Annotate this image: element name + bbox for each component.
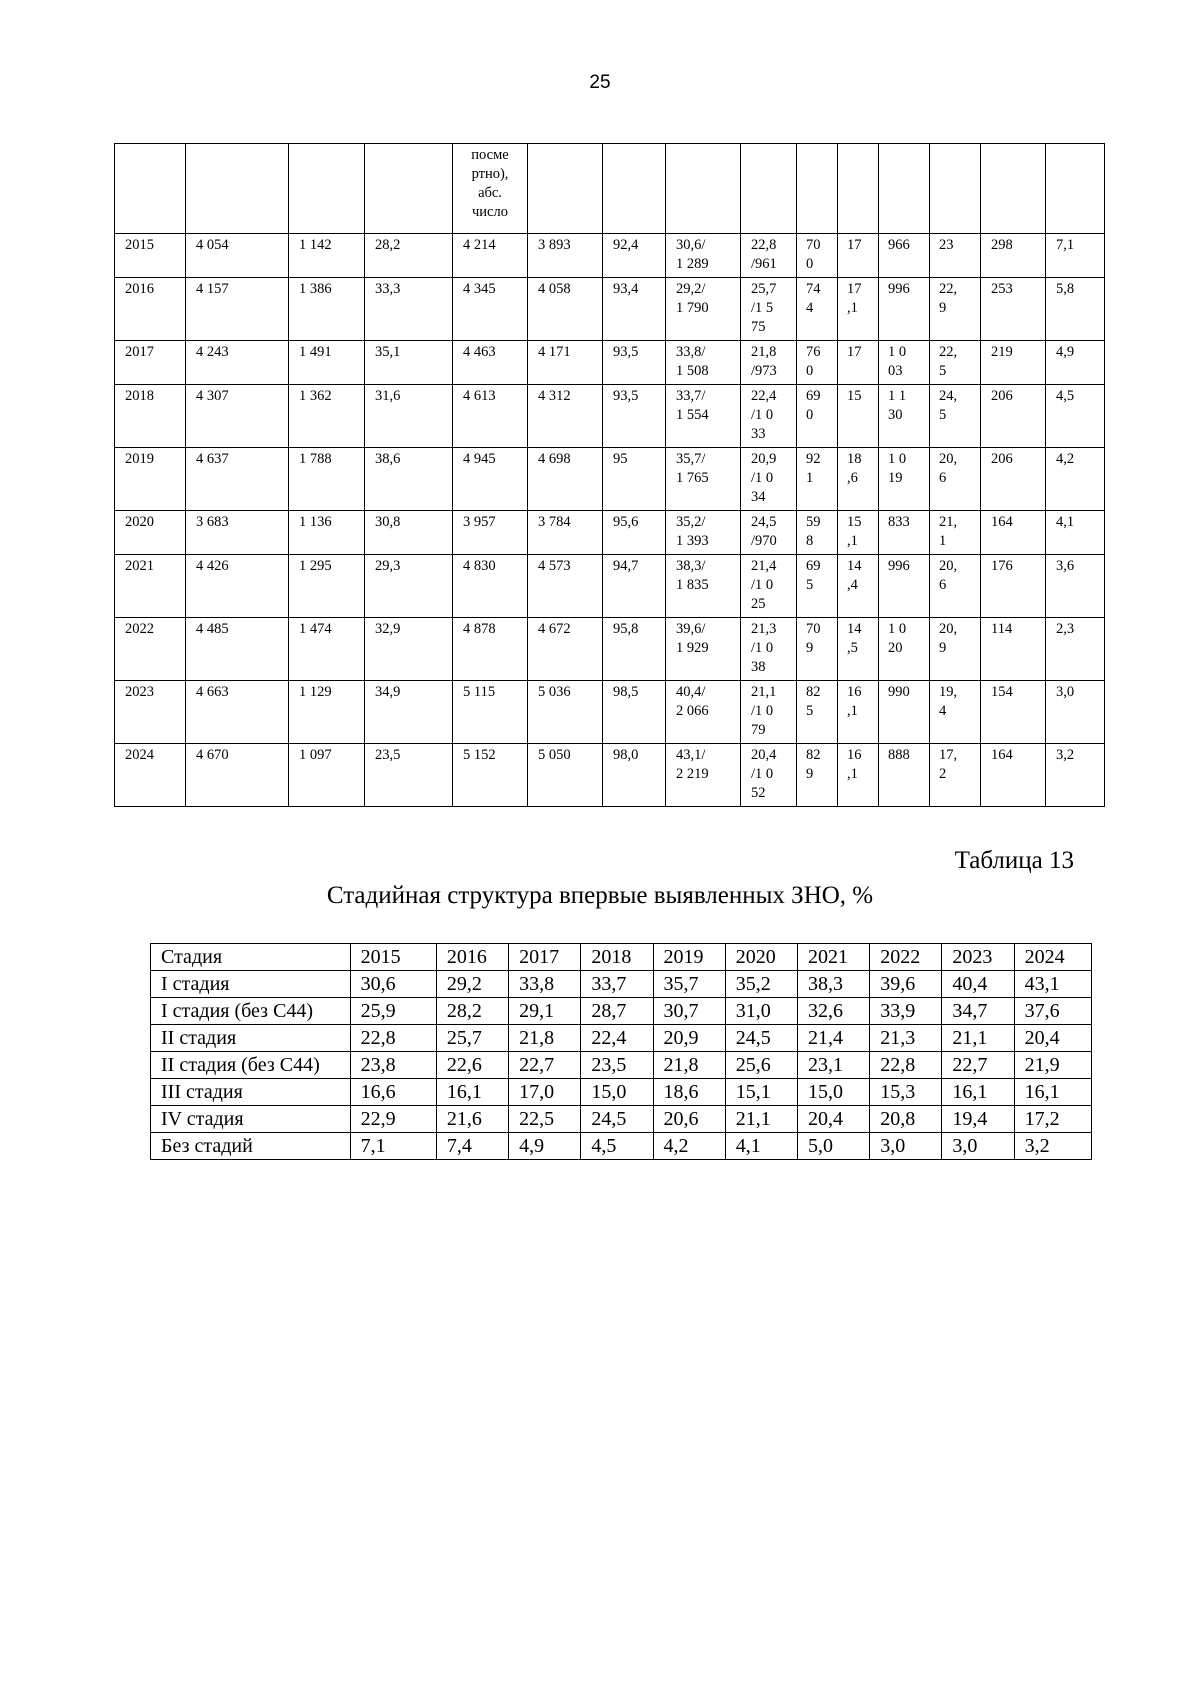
table-cell: 7,4 [436,1133,508,1160]
table-cell: 28,2 [365,234,453,278]
table-cell: 29,2 [436,971,508,998]
table-cell: 21,4 /1 0 25 [741,555,797,618]
table-cell: 966 [879,234,930,278]
table13-label: Таблица 13 [954,847,1074,874]
table-cell: 3 957 [453,511,528,555]
table-cell: 21,3 /1 0 38 [741,618,797,681]
table-cell: 990 [879,681,930,744]
table-cell: 35,1 [365,341,453,385]
table-cell: 82 9 [797,744,838,807]
table-cell [930,144,981,234]
table-cell: 4,2 [1046,448,1105,511]
table-cell: 30,6 [350,971,436,998]
table-cell: 19, 4 [930,681,981,744]
table-cell: 5 152 [453,744,528,807]
table-row [115,618,1105,681]
table-cell: 33,7/ 1 554 [666,385,741,448]
table-cell: 24, 5 [930,385,981,448]
table-row [151,1025,1092,1052]
table-cell: 4 171 [528,341,603,385]
table-cell: 154 [981,681,1046,744]
table-cell: 95 [603,448,666,511]
table-cell: 888 [879,744,930,807]
table-cell: 4 670 [186,744,289,807]
table-cell: 95,6 [603,511,666,555]
table-cell: 15,0 [797,1079,869,1106]
table-cell: 43,1 [1014,971,1091,998]
table-cell: 39,6/ 1 929 [666,618,741,681]
table-cell: 98,5 [603,681,666,744]
table-row [151,1106,1092,1133]
table-cell: 28,2 [436,998,508,1025]
table-cell: 29,2/ 1 790 [666,278,741,341]
table-cell: 93,4 [603,278,666,341]
table-cell: 70 0 [797,234,838,278]
table-cell: 2022 [870,944,942,971]
table-cell: 1 0 20 [879,618,930,681]
table-cell: 70 9 [797,618,838,681]
table-cell: 4 830 [453,555,528,618]
table-cell: 74 4 [797,278,838,341]
table-cell: 21,8 /973 [741,341,797,385]
table-cell: 22,6 [436,1052,508,1079]
table-cell: 2016 [436,944,508,971]
table-cell: 93,5 [603,385,666,448]
table-cell: 2,3 [1046,618,1105,681]
table-cell: 25,6 [725,1052,797,1079]
table-cell: 3,0 [870,1133,942,1160]
table-cell: 1 0 19 [879,448,930,511]
table-cell: 5 050 [528,744,603,807]
table-cell: 2017 [509,944,581,971]
table-cell: 1 0 03 [879,341,930,385]
table-cell: 43,1/ 2 219 [666,744,741,807]
table-cell: 4 214 [453,234,528,278]
table-cell: 4 613 [453,385,528,448]
stage-structure-table [150,943,1092,1160]
table-row [115,341,1105,385]
table-cell: 34,7 [942,998,1014,1025]
table-cell: 35,7/ 1 765 [666,448,741,511]
table-cell: 30,8 [365,511,453,555]
table-cell: 30,7 [653,998,725,1025]
table-cell: 3 893 [528,234,603,278]
table-cell: 4,5 [581,1133,653,1160]
table-cell: 1 136 [289,511,365,555]
table-row [151,971,1092,998]
table-cell [1046,144,1105,234]
table-cell: 40,4 [942,971,1014,998]
table-cell: 3 784 [528,511,603,555]
table-cell: 25,7 /1 5 75 [741,278,797,341]
table-cell: 22,5 [509,1106,581,1133]
table-cell: 32,9 [365,618,453,681]
table-cell: 20,9 /1 0 34 [741,448,797,511]
table-cell: 37,6 [1014,998,1091,1025]
table-cell: 29,3 [365,555,453,618]
table-cell: 17 [838,341,879,385]
table-cell: 76 0 [797,341,838,385]
table-cell: 23,8 [350,1052,436,1079]
table-cell: 14 ,4 [838,555,879,618]
table-cell: 4 698 [528,448,603,511]
table-cell: 206 [981,448,1046,511]
table-cell: 21,6 [436,1106,508,1133]
table-cell: 298 [981,234,1046,278]
table-header-row [151,944,1092,971]
table-cell: 2018 [581,944,653,971]
table-cell: 21,1 [725,1106,797,1133]
table-cell: 22,8 [870,1052,942,1079]
table-cell: 4,9 [1046,341,1105,385]
table-row [115,278,1105,341]
table-cell: 25,9 [350,998,436,1025]
table-cell: 4 058 [528,278,603,341]
table-cell: 1 474 [289,618,365,681]
table-cell: 2023 [115,681,186,744]
table-cell: 996 [879,278,930,341]
table-cell: 2019 [653,944,725,971]
table-cell: 4 243 [186,341,289,385]
table-cell: 22,4 [581,1025,653,1052]
table-cell: 94,7 [603,555,666,618]
table-cell: 35,2 [725,971,797,998]
table-cell: II стадия [151,1025,351,1052]
table-cell: 33,7 [581,971,653,998]
table-cell: 253 [981,278,1046,341]
table-cell: 31,0 [725,998,797,1025]
table-cell: 3,2 [1014,1133,1091,1160]
page-number: 25 [589,72,611,93]
table-cell: 4 672 [528,618,603,681]
table-cell [365,144,453,234]
table-cell: 21,1 /1 0 79 [741,681,797,744]
table-cell: 1 142 [289,234,365,278]
table-cell: 219 [981,341,1046,385]
table-cell [289,144,365,234]
table-cell: 206 [981,385,1046,448]
table-cell: 17,2 [1014,1106,1091,1133]
table-cell: 4,1 [725,1133,797,1160]
table-cell: 30,6/ 1 289 [666,234,741,278]
table-cell: 25,7 [436,1025,508,1052]
table-cell: 20, 9 [930,618,981,681]
table-cell: 4 463 [453,341,528,385]
table-cell: 2018 [115,385,186,448]
table-header-row [115,144,1105,234]
table-cell: 5,8 [1046,278,1105,341]
table-row [151,1079,1092,1106]
table-cell: 22,8 /961 [741,234,797,278]
table-cell: 2020 [115,511,186,555]
table-cell: 5,0 [797,1133,869,1160]
table-cell: 7,1 [1046,234,1105,278]
table-cell: 20,4 [1014,1025,1091,1052]
table-cell: 5 036 [528,681,603,744]
table-cell: 23,5 [581,1052,653,1079]
table-cell: II стадия (без С44) [151,1052,351,1079]
table-cell: 33,9 [870,998,942,1025]
table-cell: 18,6 [653,1079,725,1106]
table-cell: 1 788 [289,448,365,511]
table-cell: 114 [981,618,1046,681]
table-cell: 98,0 [603,744,666,807]
table-cell: 93,5 [603,341,666,385]
table-cell: 38,3/ 1 835 [666,555,741,618]
table-cell: 2020 [725,944,797,971]
table-cell: 17, 2 [930,744,981,807]
table-cell: 15 [838,385,879,448]
table-cell: Без стадий [151,1133,351,1160]
table-cell: 17 [838,234,879,278]
table-cell: 22,4 /1 0 33 [741,385,797,448]
table-cell [981,144,1046,234]
table-cell: 92 1 [797,448,838,511]
table-cell: 1 1 30 [879,385,930,448]
table-cell [797,144,838,234]
table-cell: 22,7 [942,1052,1014,1079]
table-cell: 17,0 [509,1079,581,1106]
table-cell: 22, 9 [930,278,981,341]
table-cell: 996 [879,555,930,618]
table-cell: 69 5 [797,555,838,618]
table-cell: 38,6 [365,448,453,511]
table-cell: 2022 [115,618,186,681]
table-cell: 95,8 [603,618,666,681]
table-cell: 20, 6 [930,555,981,618]
table-cell: 20, 6 [930,448,981,511]
table-cell [879,144,930,234]
table-cell: 2023 [942,944,1014,971]
table-cell: 34,9 [365,681,453,744]
table-cell [186,144,289,234]
table-cell: 16,1 [436,1079,508,1106]
table-row [115,744,1105,807]
table-cell: 15,1 [725,1079,797,1106]
table-cell: 2024 [115,744,186,807]
table-cell: 4 663 [186,681,289,744]
table-cell: 4,9 [509,1133,581,1160]
table-cell: 1 129 [289,681,365,744]
table-cell: 28,7 [581,998,653,1025]
table-row [115,511,1105,555]
table-cell: 20,8 [870,1106,942,1133]
table-cell: 92,4 [603,234,666,278]
table-cell: 21,8 [653,1052,725,1079]
table-cell: 21,1 [942,1025,1014,1052]
table-cell: 31,6 [365,385,453,448]
table-cell: 33,8 [509,971,581,998]
table-cell: 33,8/ 1 508 [666,341,741,385]
table-cell: 21,9 [1014,1052,1091,1079]
table-cell: 22,7 [509,1052,581,1079]
table-cell: 2015 [115,234,186,278]
table-cell: 19,4 [942,1106,1014,1133]
table-cell: 38,3 [797,971,869,998]
table-cell: 16 ,1 [838,744,879,807]
table-cell: 23 [930,234,981,278]
table-cell: 24,5 /970 [741,511,797,555]
table13-title: Стадийная структура впервые выявленных ЗНО, % [326,882,874,909]
table-cell: 3,0 [1046,681,1105,744]
table-cell: 4 878 [453,618,528,681]
table-cell: 164 [981,511,1046,555]
table-cell: 23,5 [365,744,453,807]
table-row [115,234,1105,278]
table-cell: 4 426 [186,555,289,618]
table-cell: 33,3 [365,278,453,341]
table-cell: 20,4 [797,1106,869,1133]
table-cell: 2015 [350,944,436,971]
table-row [115,385,1105,448]
table-cell: 40,4/ 2 066 [666,681,741,744]
table-cell [838,144,879,234]
table-cell: 2021 [115,555,186,618]
table-cell: 1 491 [289,341,365,385]
table-cell: 20,6 [653,1106,725,1133]
table-cell: 35,7 [653,971,725,998]
table-cell: 21,8 [509,1025,581,1052]
table-cell [603,144,666,234]
table-cell: посме ртно), абс. число [453,144,528,234]
table-cell: 29,1 [509,998,581,1025]
table-cell: 18 ,6 [838,448,879,511]
table-cell: 4 573 [528,555,603,618]
table-cell: 23,1 [797,1052,869,1079]
table-cell: 2021 [797,944,869,971]
table-cell: 20,9 [653,1025,725,1052]
continuation-table [114,143,1105,807]
table-cell: 21, 1 [930,511,981,555]
table-cell: IV стадия [151,1106,351,1133]
table-cell: 14 ,5 [838,618,879,681]
table-cell [741,144,797,234]
table-cell [115,144,186,234]
table-cell: 2016 [115,278,186,341]
table-cell: 4 157 [186,278,289,341]
table-cell: 16,6 [350,1079,436,1106]
table-row [115,448,1105,511]
table-cell: 20,4 /1 0 52 [741,744,797,807]
table-cell: 59 8 [797,511,838,555]
table-cell: 39,6 [870,971,942,998]
table-cell [528,144,603,234]
table-row [115,681,1105,744]
table-cell: 22,8 [350,1025,436,1052]
table-cell: 4 945 [453,448,528,511]
table-row [151,1052,1092,1079]
table-cell: 2017 [115,341,186,385]
table-cell: 21,4 [797,1025,869,1052]
table-cell: 69 0 [797,385,838,448]
table-cell: 82 5 [797,681,838,744]
table-cell: 4 312 [528,385,603,448]
table-cell: I стадия [151,971,351,998]
table-cell: 3,0 [942,1133,1014,1160]
table-cell: Стадия [151,944,351,971]
table-cell: 4 307 [186,385,289,448]
table-cell: 3,6 [1046,555,1105,618]
table-cell: 15 ,1 [838,511,879,555]
table-cell: 5 115 [453,681,528,744]
table-cell: 164 [981,744,1046,807]
table-cell: 4 485 [186,618,289,681]
table-cell: 16 ,1 [838,681,879,744]
table-cell: 1 097 [289,744,365,807]
table-cell: 35,2/ 1 393 [666,511,741,555]
table-cell: 16,1 [1014,1079,1091,1106]
table-cell: 4 345 [453,278,528,341]
table-cell: 176 [981,555,1046,618]
table-cell: 1 362 [289,385,365,448]
table-cell: 7,1 [350,1133,436,1160]
table-cell: 16,1 [942,1079,1014,1106]
table-cell: 32,6 [797,998,869,1025]
table-row [115,555,1105,618]
table-cell: 17 ,1 [838,278,879,341]
table-cell: 833 [879,511,930,555]
table-cell: 4,1 [1046,511,1105,555]
table-cell: I стадия (без С44) [151,998,351,1025]
table-cell [666,144,741,234]
table-cell: 24,5 [725,1025,797,1052]
table-cell: 3 683 [186,511,289,555]
table-cell: 3,2 [1046,744,1105,807]
table-cell: 2024 [1014,944,1091,971]
table-cell: 4 054 [186,234,289,278]
table-cell: 4,2 [653,1133,725,1160]
table-cell: 1 386 [289,278,365,341]
table-cell: III стадия [151,1079,351,1106]
table-cell: 22,9 [350,1106,436,1133]
table-cell: 2019 [115,448,186,511]
table-cell: 4 637 [186,448,289,511]
table-cell: 1 295 [289,555,365,618]
table-row [151,998,1092,1025]
table-cell: 15,0 [581,1079,653,1106]
table-cell: 21,3 [870,1025,942,1052]
table-cell: 4,5 [1046,385,1105,448]
table-cell: 15,3 [870,1079,942,1106]
table-cell: 24,5 [581,1106,653,1133]
table-row [151,1133,1092,1160]
table-cell: 22, 5 [930,341,981,385]
